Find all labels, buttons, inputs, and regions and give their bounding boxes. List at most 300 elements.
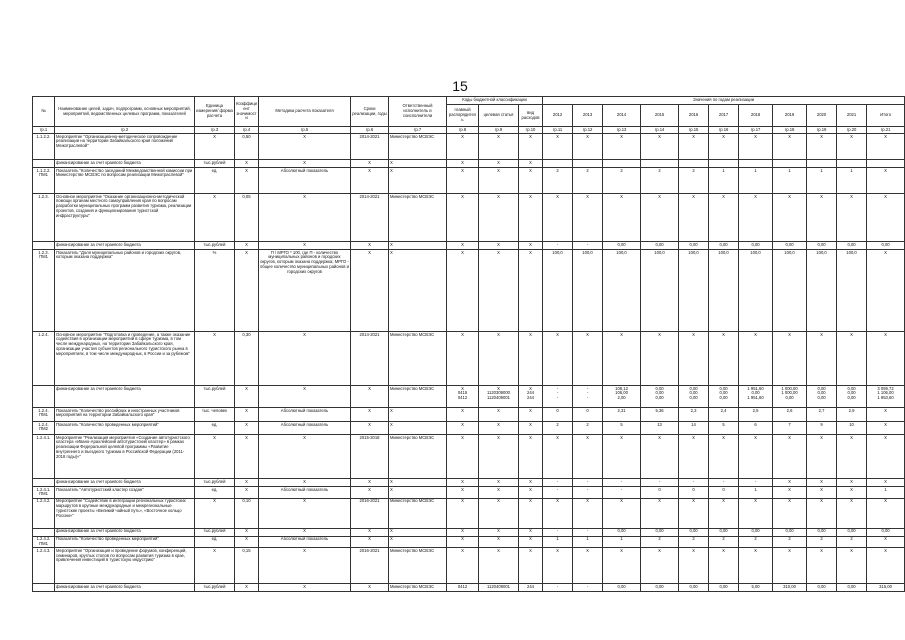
table-cell: - - -: [573, 386, 603, 408]
program-indicators-table: [32, 96, 905, 592]
table-cell: X: [807, 332, 837, 386]
table-cell: X: [519, 498, 543, 528]
table-cell: 0,00: [709, 528, 739, 536]
table-cell: [603, 160, 641, 168]
table-cell: X: [389, 536, 447, 548]
header-unit: Единица измерения/ форма расчета: [195, 97, 235, 127]
table-cell: X: [195, 435, 235, 479]
table-cell: X: [351, 386, 389, 408]
table-cell: X: [447, 548, 479, 584]
table-cell: X: [351, 536, 389, 548]
header-kbk-article: целевая статья: [479, 105, 519, 127]
table-cell: -: [573, 242, 603, 250]
table-cell: X: [447, 487, 479, 499]
table-cell: 0,00: [807, 528, 837, 536]
table-cell: -: [739, 479, 773, 487]
table-cell: 0,00: [679, 242, 709, 250]
table-cell: Показатель "Количество заседаний Межведомственной комиссии при Министерстве МСВЭС по вопросам реализации Межотраслевой": [55, 168, 195, 194]
table-cell: [33, 479, 55, 487]
table-cell: [33, 584, 55, 592]
table-cell: 2,7: [807, 408, 837, 422]
table-cell: Министерство МСВЭС: [389, 548, 447, 584]
table-cell: X: [195, 332, 235, 386]
table-cell: X: [867, 194, 905, 242]
table-cell: X: [867, 435, 905, 479]
table-cell: X: [519, 479, 543, 487]
table-cell: 0,00: [679, 528, 709, 536]
table-cell: X: [543, 332, 573, 386]
table-cell: X: [351, 422, 389, 435]
column-number-row: [33, 127, 905, 134]
table-cell: 1: [739, 168, 773, 194]
table-cell: 0,05: [235, 194, 259, 242]
header-year: 2016: [679, 105, 709, 127]
table-cell: X: [389, 408, 447, 422]
table-cell: Абсолютный показатель: [259, 536, 351, 548]
header-year: 2012: [543, 105, 573, 127]
header-year: 2017: [709, 105, 739, 127]
table-cell: -: [543, 487, 573, 499]
table-cell: X: [573, 134, 603, 160]
table-cell: 0,00: [603, 528, 641, 536]
table-cell: X: [447, 332, 479, 386]
table-cell: 0,00: [837, 242, 867, 250]
table-cell: X: [447, 194, 479, 242]
table-cell: X: [389, 250, 447, 332]
table-cell: ед.: [195, 168, 235, 194]
table-cell: X: [519, 422, 543, 435]
column-number: гр.6: [351, 127, 389, 134]
table-cell: [709, 160, 739, 168]
header-year: Итого: [867, 105, 905, 127]
column-number: гр.16: [709, 127, 739, 134]
header-executor: Ответственный исполнитель и соисполнители: [389, 97, 447, 127]
table-cell: 1 951,60 0,00 1 951,60: [739, 386, 773, 408]
table-cell: X: [807, 479, 837, 487]
table-cell: Министерство МСВЭС: [389, 332, 447, 386]
table-cell: X: [389, 168, 447, 194]
table-cell: 2: [709, 536, 739, 548]
table-cell: X: [479, 242, 519, 250]
table-cell: 100,0: [543, 250, 573, 332]
table-cell: X: [519, 134, 543, 160]
table-cell: 1.2.4.1.: [33, 435, 55, 479]
table-cell: 100,0: [603, 250, 641, 332]
table-cell: 0,00: [641, 242, 679, 250]
table-cell: X: [543, 435, 573, 479]
table-cell: 14: [679, 422, 709, 435]
table-cell: -: [573, 479, 603, 487]
table-cell: [573, 160, 603, 168]
table-cell: 0,00: [807, 584, 837, 592]
table-cell: 0,00: [739, 242, 773, 250]
table-cell: финансирование за счет краевого бюджета: [55, 584, 195, 592]
table-row: [33, 194, 905, 242]
table-cell: X: [447, 498, 479, 528]
table-cell: 0,00 0,00 0,00: [807, 386, 837, 408]
table-cell: X: [641, 332, 679, 386]
table-cell: -: [641, 479, 679, 487]
table-cell: X: [837, 194, 867, 242]
table-cell: X: [447, 528, 479, 536]
table-cell: X: [389, 160, 447, 168]
table-row: [33, 548, 905, 584]
table-cell: 2,3: [679, 408, 709, 422]
table-cell: 2015-2018: [351, 435, 389, 479]
table-cell: 1: [837, 168, 867, 194]
table-cell: тыс. человек: [195, 408, 235, 422]
column-number: гр.4: [235, 127, 259, 134]
table-cell: Показатель "Количество проведенных мероприятий": [55, 422, 195, 435]
table-cell: X: [235, 242, 259, 250]
table-cell: X: [867, 250, 905, 332]
table-cell: 2014-2021: [351, 332, 389, 386]
table-cell: X: [773, 548, 807, 584]
table-cell: Показатель "Доля муниципальных районов и городских округов, которым оказана поддержка": [55, 250, 195, 332]
table-cell: X: [773, 498, 807, 528]
table-cell: X: [807, 194, 837, 242]
table-cell: 0,00: [773, 528, 807, 536]
table-cell: 5,36: [641, 408, 679, 422]
table-cell: [543, 160, 573, 168]
table-cell: %: [195, 250, 235, 332]
table-cell: 10: [837, 422, 867, 435]
table-cell: X: [807, 435, 837, 479]
table-cell: [807, 160, 837, 168]
table-cell: -: [603, 487, 641, 499]
table-cell: 100,0: [573, 250, 603, 332]
table-cell: 1.2.3.: [33, 194, 55, 242]
table-cell: X: [259, 435, 351, 479]
table-cell: 2016-2021: [351, 498, 389, 528]
table-cell: 2,5: [739, 408, 773, 422]
table-cell: -: [573, 528, 603, 536]
table-cell: X: [447, 422, 479, 435]
table-cell: X: [479, 332, 519, 386]
table-cell: X: [641, 548, 679, 584]
table-cell: X: [573, 194, 603, 242]
table-cell: X: [259, 498, 351, 528]
table-cell: X 0415 0412: [447, 386, 479, 408]
column-number: гр.5: [259, 127, 351, 134]
table-cell: Абсолютный показатель: [259, 168, 351, 194]
table-row: [33, 487, 905, 499]
table-cell: X: [807, 548, 837, 584]
table-cell: Абсолютный показатель: [259, 422, 351, 435]
table-cell: 0: [573, 408, 603, 422]
header-no: №: [33, 97, 55, 127]
header-year: 2019: [773, 105, 807, 127]
table-cell: 0,00: [867, 528, 905, 536]
table-cell: X: [259, 194, 351, 242]
table-cell: 1: [603, 536, 641, 548]
table-cell: 0,00: [709, 242, 739, 250]
table-cell: X: [679, 134, 709, 160]
table-row: [33, 332, 905, 386]
column-number: гр.1: [33, 127, 55, 134]
table-cell: X: [447, 536, 479, 548]
column-number: гр.19: [807, 127, 837, 134]
table-cell: 2: [543, 422, 573, 435]
table-cell: X: [235, 408, 259, 422]
header-method: Методика расчета показателя: [259, 97, 351, 127]
table-cell: X: [807, 487, 837, 499]
table-cell: X: [447, 408, 479, 422]
table-cell: 9: [807, 422, 837, 435]
table-cell: 1: [773, 168, 807, 194]
table-row: [33, 536, 905, 548]
table-cell: X: [479, 548, 519, 584]
table-cell: X: [837, 435, 867, 479]
table-cell: X: [679, 435, 709, 479]
table-cell: 1.2.4.2.: [33, 498, 55, 528]
table-cell: X: [709, 332, 739, 386]
table-cell: тыс.рублей: [195, 479, 235, 487]
table-cell: X: [351, 408, 389, 422]
table-cell: 2: [807, 536, 837, 548]
table-cell: X: [739, 194, 773, 242]
table-cell: X: [479, 168, 519, 194]
table-cell: X: [351, 584, 389, 592]
table-row: [33, 134, 905, 160]
table-cell: X: [479, 194, 519, 242]
table-row: [33, 528, 905, 536]
table-cell: -: [543, 584, 573, 592]
table-cell: 1: [807, 168, 837, 194]
table-cell: X: [235, 250, 259, 332]
table-cell: X: [867, 498, 905, 528]
table-cell: 0,00: [679, 584, 709, 592]
column-number: гр.3: [195, 127, 235, 134]
table-cell: X: [351, 160, 389, 168]
table-cell: X: [641, 134, 679, 160]
table-cell: X: [519, 250, 543, 332]
table-cell: X: [447, 479, 479, 487]
table-row: [33, 168, 905, 194]
table-cell: 0,00: [867, 242, 905, 250]
table-cell: 5,00: [739, 584, 773, 592]
table-cell: X: [351, 242, 389, 250]
table-cell: X: [195, 498, 235, 528]
header-years-group: Значения по годам реализации: [543, 97, 905, 105]
column-number: гр.15: [679, 127, 709, 134]
table-cell: 6: [739, 422, 773, 435]
table-cell: X: [739, 332, 773, 386]
table-cell: 2: [739, 536, 773, 548]
table-cell: финансирование за счет краевого бюджета: [55, 479, 195, 487]
table-cell: X: [837, 548, 867, 584]
table-cell: X: [837, 134, 867, 160]
header-kbk-main: главный распорядитель: [447, 105, 479, 127]
table-cell: [679, 160, 709, 168]
table-cell: 0,00: [739, 528, 773, 536]
table-cell: X 1120309000 1120409001: [479, 386, 519, 408]
header-year: 2015: [641, 105, 679, 127]
table-cell: X: [709, 134, 739, 160]
table-cell: 2: [573, 168, 603, 194]
table-cell: X: [235, 536, 259, 548]
table-cell: Основное мероприятие "Оказание организационно-методической помощи органам местного самоуправления края по вопросам разработки муниципальных программ развития туризма, реализации проектов, создания и функционирования туристской инфраструктуры": [55, 194, 195, 242]
table-cell: X: [739, 435, 773, 479]
table-cell: X: [351, 479, 389, 487]
table-cell: 2: [573, 422, 603, 435]
table-cell: 2,9: [837, 408, 867, 422]
table-cell: X: [519, 160, 543, 168]
table-cell: X: [773, 194, 807, 242]
table-cell: X: [519, 487, 543, 499]
table-cell: X: [447, 435, 479, 479]
table-cell: X: [773, 134, 807, 160]
header-term: Сроки реализации, годы: [351, 97, 389, 127]
table-cell: [867, 160, 905, 168]
column-number: гр.21: [867, 127, 905, 134]
table-cell: Мероприятие "Содействие в интеграции региональных туристских маршрутов в крупные международные и межрегиональные туристские проекты «Великий чайный путь», «Восточное кольцо России»": [55, 498, 195, 528]
table-cell: X: [867, 168, 905, 194]
table-cell: 2: [641, 168, 679, 194]
table-cell: 0: [709, 487, 739, 499]
table-cell: X: [573, 548, 603, 584]
table-cell: Абсолютный показатель: [259, 487, 351, 499]
header-year: 2014: [603, 105, 641, 127]
table-cell: 0,10: [235, 498, 259, 528]
table-cell: тыс.рублей: [195, 386, 235, 408]
table-cell: X: [679, 332, 709, 386]
table-cell: финансирование за счет краевого бюджета: [55, 386, 195, 408]
table-cell: X: [543, 134, 573, 160]
table-cell: Показатель "Автотуристский кластер создан": [55, 487, 195, 499]
table-cell: 1.2.4.2. ПМ1: [33, 536, 55, 548]
column-number: гр.18: [773, 127, 807, 134]
table-cell: [773, 160, 807, 168]
table-cell: X: [773, 487, 807, 499]
table-cell: X: [867, 134, 905, 160]
table-cell: X: [543, 194, 573, 242]
table-row: [33, 435, 905, 479]
table-cell: 1120409001: [479, 584, 519, 592]
table-cell: 100,0: [739, 250, 773, 332]
table-cell: X: [259, 242, 351, 250]
header-kbk-type: вид расходов: [519, 105, 543, 127]
table-cell: [33, 242, 55, 250]
table-cell: X: [709, 194, 739, 242]
table-cell: X 244 244: [519, 386, 543, 408]
table-cell: X: [709, 548, 739, 584]
table-cell: X: [447, 168, 479, 194]
table-cell: -: [709, 479, 739, 487]
table-cell: 2014-2021: [351, 194, 389, 242]
table-cell: X: [573, 435, 603, 479]
table-cell: X: [739, 498, 773, 528]
table-cell: 2: [773, 536, 807, 548]
table-cell: X: [739, 134, 773, 160]
table-cell: тыс.рублей: [195, 160, 235, 168]
table-cell: X: [519, 168, 543, 194]
table-cell: 0,00: [603, 584, 641, 592]
table-cell: тыс.рублей: [195, 242, 235, 250]
table-cell: X: [447, 160, 479, 168]
table-cell: -: [573, 487, 603, 499]
table-row: [33, 408, 905, 422]
table-cell: 2: [679, 168, 709, 194]
table-cell: X: [867, 422, 905, 435]
table-cell: 0412: [447, 584, 479, 592]
table-cell: [33, 160, 55, 168]
table-row: [33, 242, 905, 250]
table-cell: X: [259, 528, 351, 536]
header-kbk-group: Коды бюджетной классификации: [447, 97, 543, 105]
table-cell: 0,00 0,00 0,00: [837, 386, 867, 408]
table-cell: Показатель "Количество проведенных мероприятий": [55, 536, 195, 548]
table-cell: 0,50: [235, 134, 259, 160]
table-cell: 315,00: [867, 584, 905, 592]
table-row: [33, 584, 905, 592]
table-cell: финансирование за счет краевого бюджета: [55, 242, 195, 250]
table-cell: X: [389, 422, 447, 435]
table-cell: X: [235, 528, 259, 536]
table-cell: 2016-2021: [351, 548, 389, 584]
table-cell: тыс.рублей: [195, 528, 235, 536]
table-cell: X: [235, 487, 259, 499]
table-cell: финансирование за счет краевого бюджета: [55, 160, 195, 168]
table-cell: X: [235, 168, 259, 194]
table-cell: [739, 160, 773, 168]
table-cell: X: [867, 408, 905, 422]
table-cell: X: [479, 435, 519, 479]
table-cell: X: [519, 194, 543, 242]
table-cell: 0,15: [235, 548, 259, 584]
table-row: [33, 498, 905, 528]
table-cell: 1.2.4.: [33, 332, 55, 386]
table-cell: Министерство МСВЭС: [389, 584, 447, 592]
table-cell: Основное мероприятие "Подготовка и проведение, а также оказание содействия в организации мероприятий в сфере туризма, в том числе международных, на территории Забайкальского края, организации участия субъектов регионального туристского рынка в мероприятиях, в том числе международных, в России и за рубежом": [55, 332, 195, 386]
column-number: гр.8: [447, 127, 479, 134]
table-cell: тыс.рублей: [195, 584, 235, 592]
table-cell: 1 000,00 1 000,00 0,00: [773, 386, 807, 408]
table-cell: 310,00: [773, 584, 807, 592]
table-cell: 0,00: [807, 242, 837, 250]
header-year: 2020: [807, 105, 837, 127]
table-cell: X: [519, 408, 543, 422]
table-cell: 2: [543, 168, 573, 194]
table-cell: -: [543, 528, 573, 536]
table-cell: 1.2.4. ПМ1: [33, 408, 55, 422]
table-cell: X: [867, 548, 905, 584]
column-number: гр.7: [389, 127, 447, 134]
table-cell: X: [479, 422, 519, 435]
table-cell: X: [479, 528, 519, 536]
table-cell: 0,00: [641, 584, 679, 592]
table-cell: 1: [867, 487, 905, 499]
table-cell: [33, 386, 55, 408]
table-cell: X: [351, 487, 389, 499]
table-cell: X: [519, 528, 543, 536]
table-cell: Мероприятие "Организационно-методическое сопровождение реализации на территории Забайкальского края положений Межотраслевой": [55, 134, 195, 160]
table-cell: X: [351, 168, 389, 194]
table-cell: [837, 160, 867, 168]
table-cell: X: [837, 479, 867, 487]
table-cell: X: [479, 408, 519, 422]
table-row: [33, 386, 905, 408]
table-cell: X: [603, 194, 641, 242]
table-cell: X: [603, 498, 641, 528]
table-cell: X: [351, 528, 389, 536]
table-cell: X: [773, 332, 807, 386]
table-cell: 13: [641, 422, 679, 435]
table-cell: 1.2.4. ПМ2: [33, 422, 55, 435]
table-cell: финансирование за счет краевого бюджета: [55, 528, 195, 536]
table-cell: 1.2.4.3.: [33, 548, 55, 584]
table-cell: X: [259, 134, 351, 160]
